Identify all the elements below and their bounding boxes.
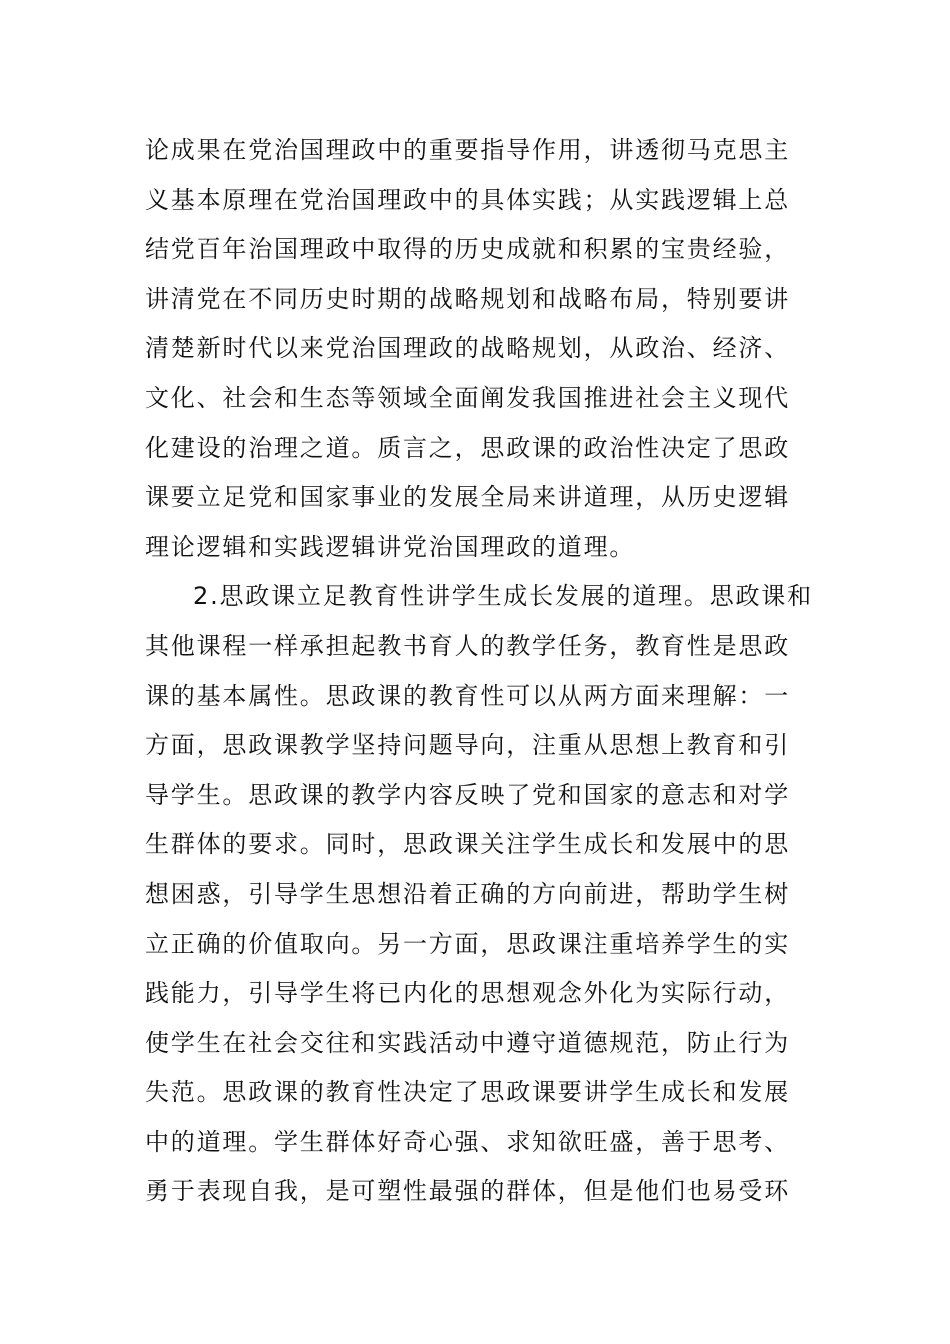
text-line: 结党百年治国理政中取得的历史成就和积累的宝贵经验， [145,235,790,264]
text-line: 义基本原理在党治国理政中的具体实践；从实践逻辑上总 [145,185,790,214]
body-text [145,126,813,1217]
text-line: 导学生。思政课的教学内容反映了党和国家的意志和对学 [145,780,790,809]
text-line: 立正确的价值取向。另一方面，思政课注重培养学生的实 [145,929,790,958]
section-heading-line: 2.思政课立足教育性讲学生成长发展的道理。思政课和 [193,582,813,611]
text-line: 讲清党在不同历史时期的战略规划和战略布局，特别要讲 [145,284,790,313]
text-line: 生群体的要求。同时，思政课关注学生成长和发展中的思 [145,830,790,859]
text-line: 想困惑，引导学生思想沿着正确的方向前进，帮助学生树 [145,879,790,908]
text-line: 勇于表现自我，是可塑性最强的群体，但是他们也易受环 [145,1177,790,1206]
text-line: 理论逻辑和实践逻辑讲党治国理政的道理。 [145,532,636,561]
text-line: 践能力，引导学生将已内化的思想观念外化为实际行动， [145,979,790,1008]
text-line: 化建设的治理之道。质言之，思政课的政治性决定了思政 [145,433,790,462]
text-line: 使学生在社会交往和实践活动中遵守道德规范，防止行为 [145,1028,790,1057]
text-line: 清楚新时代以来党治国理政的战略规划，从政治、经济、 [145,334,790,363]
text-line: 其他课程一样承担起教书育人的教学任务，教育性是思政 [145,631,790,660]
text-line: 方面，思政课教学坚持问题导向，注重从思想上教育和引 [145,731,790,760]
text-line: 文化、社会和生态等领域全面阐发我国推进社会主义现代 [145,383,790,412]
text-line: 失范。思政课的教育性决定了思政课要讲学生成长和发展 [145,1078,790,1107]
text-line: 课要立足党和国家事业的发展全局来讲道理，从历史逻辑 [145,483,790,512]
text-line: 课的基本属性。思政课的教育性可以从两方面来理解：一 [145,681,790,710]
text-line: 中的道理。学生群体好奇心强、求知欲旺盛，善于思考、 [145,1127,790,1156]
text-line: 论成果在党治国理政中的重要指导作用，讲透彻马克思主 [145,136,790,164]
